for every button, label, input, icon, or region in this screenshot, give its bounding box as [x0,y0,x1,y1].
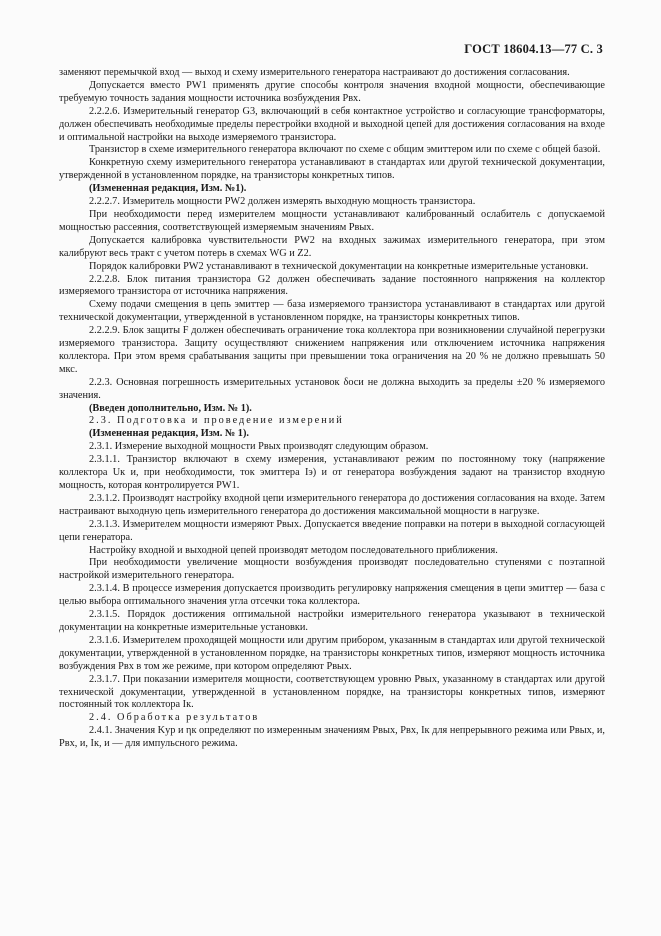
paragraph: 2.3.1.7. При показании измерителя мощности, соответствующем уровню Pвых, указанному в стандартах или другой технической документации, утвержденной в установленном порядке, на транзисторы конкретных типов, измеряют постоянный ток коллектора Iк. [59,673,605,711]
paragraph: 2.2.3. Основная погрешность измерительных установок δоси не должна выходить за пределы ±20 % измеряемого значения. [59,376,605,401]
paragraph: 2.4. Обработка результатов [89,712,260,724]
paragraph: (Измененная редакция, Изм. №1). [89,183,247,195]
paragraph: 2.3. Подготовка и проведение измерений [89,415,344,427]
paragraph: (Измененная редакция, Изм. № 1). [89,428,249,440]
paragraph: При необходимости перед измерителем мощности устанавливают калиброванный ослабитель с допускаемой мощностью рассеяния, соответствующей измеряемым значениям Pвых. [59,208,605,233]
paragraph: 2.2.2.9. Блок защиты F должен обеспечивать ограничение тока коллектора при возникновении случайной перегрузки измеряемого транзистора. Защиту осуществляют снижением напряжения или отключением источника напряжения коллектора. При этом время срабатывания защиты при превышении тока ограничения на 20 % не должно превышать 50 мкс. [59,325,605,375]
paragraph: 2.4.1. Значения Kур и ηк определяют по измеренным значениям Pвых, Pвх, Iк для непрерывного режима или Pвых, и, Pвх, и, Iк, и — для импульсного режима. [59,725,605,750]
paragraph: 2.2.2.6. Измерительный генератор G3, включающий в себя контактное устройство и согласующие трансформаторы, должен обеспечивать необходимые пределы перестройки входной и выходной цепей для достижения согласования на входе и оптимальной настройки на выходе измеряемого транзистора. [59,105,605,143]
paragraph: Допускается вместо PW1 применять другие способы контроля значения входной мощности, обеспечивающие требуемую точность задания мощности источника возбуждения Pвх. [59,79,605,104]
paragraph: 2.3.1.1. Транзистор включают в схему измерения, устанавливают режим по постоянному току (напряжение коллектора Uк и, при необходимости, ток эмиттера Iэ) и от генератора возбуждения задают на транзистор входную мощность, которая контролируется PW1. [59,454,605,491]
paragraph: 2.3.1.5. Порядок достижения оптимальной настройки измерительного генератора указывают в технической документации на конкретные измерительные установки. [59,609,605,633]
paragraph: 2.3.1. Измерение выходной мощности Pвых производят следующим образом. [89,441,429,453]
paragraph: Конкретную схему измерительного генератора устанавливают в стандартах или другой технической документации, утвержденной в установленном порядке, на транзисторы конкретных типов. [59,157,605,182]
paragraph: Схему подачи смещения в цепь эмиттер — база измеряемого транзистора устанавливают в стандартах или другой технической документации, утвержденной в установленном порядке, на транзисторы конкретных типов. [59,299,605,324]
page-header: ГОСТ 18604.13—77 С. 3 [464,42,603,56]
paragraph: При необходимости увеличение мощности возбуждения производят последовательно ступенями с поэтапной настройкой измерительного генератора. [59,557,605,582]
paragraph: Транзистор в схеме измерительного генератора включают по схеме с общим эмиттером или по схеме с общей базой. [89,144,601,156]
paragraph: 2.2.2.8. Блок питания транзистора G2 должен обеспечивать задание постоянного напряжения на коллектор измеряемого транзистора от источника напряжения. [59,273,605,298]
paragraph: Настройку входной и выходной цепей производят методом последовательного приближения. [89,544,498,556]
paragraph: (Введен дополнительно, Изм. № 1). [89,402,252,414]
paragraph: Порядок калибровки PW2 устанавливают в технической документации на конкретные измерительные установки. [89,260,589,272]
paragraph: 2.3.1.6. Измерителем проходящей мощности или другим прибором, указанным в стандартах или другой технической документации, утвержденной в установленном порядке, на транзисторы конкретных типов, измеряют мощность источника возбуждения Pвх в том же режиме, при котором определяют Pвых. [59,634,605,672]
paragraph: заменяют перемычкой вход — выход и схему измерительного генератора настраивают до достижения согласования. [59,67,570,78]
paragraph: 2.3.1.3. Измерителем мощности измеряют Pвых. Допускается введение поправки на потери в выходной согласующей цепи генератора. [59,518,605,543]
paragraph: 2.2.2.7. Измеритель мощности PW2 должен измерять выходную мощность транзистора. [89,196,476,208]
paragraph: 2.3.1.4. В процессе измерения допускается производить регулировку напряжения смещения в цепи эмиттер — база с целью выбора оптимального значения угла отсечки тока коллектора. [59,583,605,608]
paragraph: 2.3.1.2. Производят настройку входной цепи измерительного генератора до достижения согласования на входе. Затем настраивают выходную цепь измерительного генератора до достижения максимальной мощности в нагрузке. [59,492,605,517]
document-body [59,67,605,751]
paragraph: Допускается калибровка чувствительности PW2 на входных зажимах измерительного генератора, при этом калибруют весь тракт с учетом потерь в схемах WG и Z2. [59,234,605,259]
